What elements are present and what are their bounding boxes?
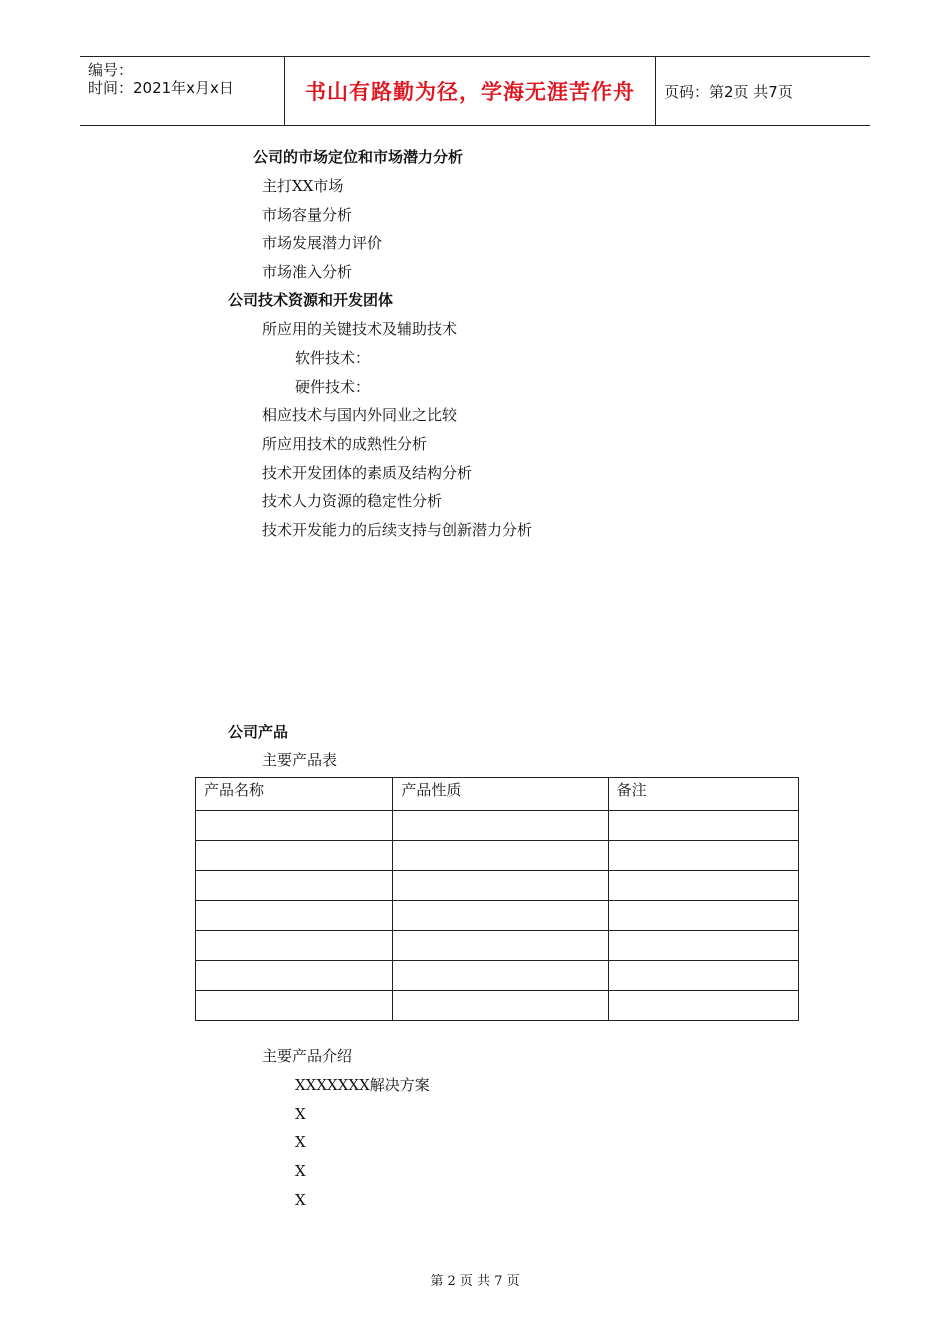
table-cell[interactable] [608, 991, 798, 1021]
page-header [80, 56, 870, 126]
header-left [88, 57, 284, 129]
header-motto-cell [284, 57, 656, 125]
section-title-product: 公司产品 [228, 723, 289, 741]
product-intro-item: X [295, 1105, 306, 1123]
tech-item: 技术开发能力的后续支持与创新潜力分析 [262, 521, 533, 539]
table-row [196, 871, 799, 901]
tech-item: 技术人力资源的稳定性分析 [262, 492, 443, 510]
table-cell[interactable] [393, 931, 608, 961]
doc-number-label: 编号： [88, 61, 134, 79]
column-header: 产品性质 [393, 778, 608, 811]
tech-subitem: 硬件技术： [295, 378, 371, 396]
table-cell[interactable] [393, 961, 608, 991]
table-cell[interactable] [393, 871, 608, 901]
table-row [196, 961, 799, 991]
table-row [196, 931, 799, 961]
table-row [196, 841, 799, 871]
table-cell[interactable] [608, 811, 798, 841]
product-intro-item: X [295, 1162, 306, 1180]
market-item: 主打XX市场 [262, 177, 344, 195]
table-cell[interactable] [393, 991, 608, 1021]
table-cell[interactable] [196, 961, 393, 991]
table-cell[interactable] [196, 871, 393, 901]
table-cell[interactable] [393, 811, 608, 841]
market-item: 市场容量分析 [262, 206, 353, 224]
product-table-caption: 主要产品表 [262, 751, 338, 769]
market-item: 市场发展潜力评价 [262, 234, 383, 252]
table-cell[interactable] [393, 901, 608, 931]
table-cell[interactable] [196, 811, 393, 841]
table-row [196, 901, 799, 931]
header-motto: 书山有路勤为径，学海无涯苦作舟 [305, 80, 635, 104]
product-intro-item: X [295, 1133, 306, 1151]
table-header-row [196, 778, 799, 811]
table-cell[interactable] [196, 841, 393, 871]
table-cell[interactable] [608, 931, 798, 961]
table-cell[interactable] [608, 961, 798, 991]
tech-item: 所应用的关键技术及辅助技术 [262, 320, 458, 338]
table-cell[interactable] [608, 871, 798, 901]
table-cell[interactable] [608, 841, 798, 871]
table-row [196, 991, 799, 1021]
table-cell[interactable] [196, 931, 393, 961]
table-cell[interactable] [196, 991, 393, 1021]
header-page-info: 页码：第2页 共7页 [664, 82, 793, 101]
product-intro-title: 主要产品介绍 [262, 1047, 353, 1065]
product-intro-item: X [295, 1191, 306, 1209]
section-title-tech: 公司技术资源和开发团体 [228, 291, 394, 309]
tech-item: 技术开发团体的素质及结构分析 [262, 464, 473, 482]
product-intro-item: XXXXXXX解决方案 [295, 1076, 430, 1094]
tech-subitem: 软件技术： [295, 349, 371, 367]
table-cell[interactable] [196, 901, 393, 931]
table-cell[interactable] [393, 841, 608, 871]
column-header: 备注 [608, 778, 798, 811]
product-table [195, 777, 799, 1021]
section-title-market: 公司的市场定位和市场潜力分析 [253, 148, 464, 166]
table-cell[interactable] [608, 901, 798, 931]
doc-date-label: 时间：2021年x月x日 [88, 79, 234, 97]
table-row [196, 811, 799, 841]
tech-item: 所应用技术的成熟性分析 [262, 435, 428, 453]
column-header: 产品名称 [196, 778, 393, 811]
page-footer: 第 2 页 共 7 页 [430, 1274, 520, 1289]
tech-item: 相应技术与国内外同业之比较 [262, 406, 458, 424]
market-item: 市场准入分析 [262, 263, 353, 281]
